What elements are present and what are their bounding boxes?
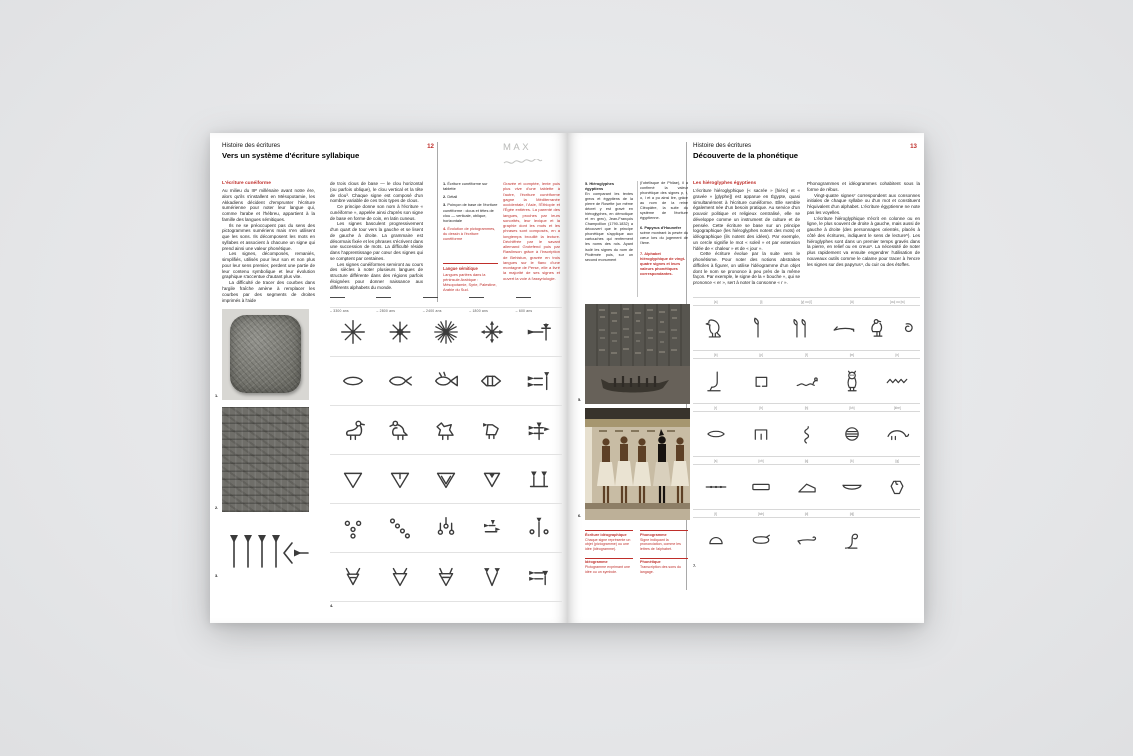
photo-cuneiform-detail (222, 407, 309, 512)
cuneiform-row-orge (330, 503, 562, 552)
phonetic-label: [h] (759, 405, 763, 410)
h-bolt-glyph (703, 474, 729, 500)
c-bird-e-glyph (524, 415, 554, 445)
margin-commentary: Gravée et comptée, lente puis plus vive d'une tablette à l'autre, l'écriture cunéiforme gagne la Méditerranée occidentale, l'Asie, l'Éthiopie et l'Égée entières. La parenté des langues, proches par leurs sonorités, leur lexique et la graphie dont les mots et les phrases sont composés, en a longtemps brouillé la lecture. Déchiffrée par le savant allemand Grotefend puis par Rawlinson grâce à l'inscription de Behistun, gravée en trois langues sur le flanc d'une montagne de Perse, elle a livré la majorité de ses signes et ouvert la voie à l'assyriologie. (503, 181, 560, 281)
section-heading-cuneiforme: L'écriture cunéiforme (222, 181, 271, 186)
definition-item (585, 558, 633, 575)
phonetic-label: [i] (759, 299, 763, 304)
definition-term: Phonogramme (640, 532, 667, 537)
glyph-cell (376, 415, 422, 445)
h-loaf-glyph (703, 527, 729, 553)
definition-term: Phonétique (640, 560, 661, 565)
h-belly-glyph (884, 421, 910, 447)
c-dot-e-glyph (524, 513, 554, 543)
note-5-text: En comparant les textes grecs et égyptiens de la pierre de Rosette (un même décret y est gravé en hiéroglyphes, en démotique et en grec), Jean-François Champollion (1790-1832) a découvert que le principe phonétique s'applique aux cartouches qui renferment les noms des rois. Ayant isolé les signes du nom de Ptolémée puis, sur un second monument (585, 192, 633, 262)
date-label: – 3300 ans (330, 309, 349, 313)
right-folio: 13 (910, 143, 917, 150)
paragraph: Cette écriture évolue par la suite vers le phonétisme. Pour noter des notions abstraites difficiles à figurer, on utilise l'idéogramme d'un objet dont le nom se prononce à peu près de la même façon. Par exemple, le signe de la « bouche », qui se prononce « er », sert à noter la consonne « r ». (693, 251, 800, 286)
body-column-2 (330, 181, 423, 291)
note-6-heading: Papyrus d'Hounefer (644, 225, 682, 231)
glyph-cell (738, 368, 783, 394)
phonetic-label: [ch] (758, 458, 764, 463)
right-page-title: Découverte de la phonétique (693, 150, 799, 160)
h-water-glyph (884, 368, 910, 394)
hieroglyph-row-rangee-a (693, 306, 920, 350)
definition-text: Transcription des sons du langage. (640, 565, 682, 574)
glyph-cell (423, 562, 469, 592)
phonetic-label: [r] (714, 405, 718, 410)
note-5-heading: Hiéroglyphes égyptiens (585, 181, 614, 191)
phonetic-label: [f] (805, 352, 808, 357)
glyph-cell (330, 317, 376, 347)
date-label: – 2400 ans (422, 309, 442, 313)
glyph-cell (376, 366, 422, 396)
caption-item (443, 194, 498, 199)
h-slope-glyph (794, 474, 820, 500)
phonetic-label: [n] (895, 352, 900, 357)
c-bird-c-glyph (431, 415, 461, 445)
left-page-title: Vers un système d'écriture syllabique (222, 150, 360, 160)
c-star-e-glyph (524, 317, 554, 347)
cuneiform-row-poisson (330, 356, 562, 405)
definition-term: Idéogramme (585, 560, 608, 565)
date-column-header (330, 297, 376, 313)
phonetic-label: [dj] (849, 511, 855, 516)
cuneiform-row-oiseau (330, 405, 562, 454)
glyph-cell (423, 415, 469, 445)
logo-wave-icon (503, 159, 543, 166)
glyph-cell (376, 464, 422, 494)
glyph-cell (516, 317, 562, 347)
glossary-block (443, 263, 498, 293)
note-block-7 (640, 251, 688, 276)
glyph-cell (693, 527, 738, 553)
phonetic-label: [d] (804, 511, 809, 516)
caption-text: Évolution de pictogrammes, du dessin à l'écriture cunéiforme (443, 226, 496, 242)
glyph-cell (469, 415, 515, 445)
paragraph: Ils ne se préoccupent pas du sens des pictogrammes sumériens mais n'en utilisent que les sons. Ils décomposent les mots en syllabes et associent à chacune un signe qui prend ainsi une valeur phonétique. (222, 222, 315, 251)
right-page-header (693, 142, 893, 160)
date-label: – 2800 ans (376, 309, 396, 313)
glyph-cell (469, 464, 515, 494)
relief-image (585, 304, 690, 404)
definition-item (640, 558, 688, 575)
left-kicker: Histoire des écritures (222, 142, 281, 149)
caption-item (443, 202, 498, 223)
glyph-cell (875, 474, 920, 500)
note-7-number: 7. (640, 250, 644, 256)
body-column-2 (807, 181, 920, 267)
definition-text: Pictogramme exprimant une idée ou un symbole. (585, 565, 630, 574)
c-dot-b-glyph (385, 513, 415, 543)
glyph-cell (516, 366, 562, 396)
book-spread (210, 133, 924, 623)
definition-item (640, 530, 688, 552)
note-champollion (585, 181, 633, 267)
paragraph: L'écriture hiéroglyphique s'écrit en colonne ou en ligne, le plus souvent de droite à gauche, mais aussi de gauche à droite (des personnages orientés, placés à côté des écritures, indiquent le sens de lecture⁵). Les hiéroglyphes sont dans un premier temps gravés dans la pierre, en relief ou en creux⁶. La nécessité de noter plus rapidement va ensuite engendrer l'utilisation de nouveaux outils comme le calame pour tracer à l'encre les signes sur des papyrus⁴, du cuir ou des étoffes. (807, 215, 920, 267)
date-overline (469, 297, 484, 298)
glyph-cell (516, 562, 562, 592)
phonetic-label: [m] (849, 352, 855, 357)
date-label: – 600 ans (515, 309, 533, 313)
h-spiral-glyph (894, 315, 920, 341)
phonetic-label: [ou] ou [w] (889, 299, 905, 304)
left-page (210, 133, 567, 623)
cuneiform-row-boeuf (330, 552, 562, 601)
captions-list (443, 181, 498, 245)
paragraph: Ce principe donne son nom à l'écriture « cunéiforme », appelée ainsi d'après son signe de base en forme de coin, en latin cuneus. (330, 204, 423, 221)
note-6-title (640, 225, 688, 230)
cuneiform-row-ration (330, 454, 562, 503)
body-column-1 (693, 188, 800, 286)
h-owl-glyph (839, 368, 865, 394)
c-dot-d-glyph (477, 513, 507, 543)
h-shelter-glyph (748, 421, 774, 447)
c-star-d-glyph (477, 317, 507, 347)
c-bird-d-glyph (477, 415, 507, 445)
glyph-cell (693, 368, 738, 394)
c-ox-a-glyph (338, 562, 368, 592)
c-tri-a-glyph (338, 464, 368, 494)
c-fish-d-glyph (477, 366, 507, 396)
glyph-cell (330, 513, 376, 543)
glyph-cell (330, 415, 376, 445)
wedge-strokes-diagram (222, 527, 309, 579)
date-column-header (515, 297, 562, 313)
h-arm-glyph (831, 315, 857, 341)
glyph-cell (516, 464, 562, 494)
glyph-cell (423, 366, 469, 396)
hieroglyph-row-rangee-b (693, 359, 920, 403)
hieroglyph-row-rangee-s (693, 465, 920, 509)
h-reeds-glyph (788, 315, 814, 341)
glyph-cell (469, 366, 515, 396)
glyph-cell (376, 513, 422, 543)
max-logo (503, 142, 560, 171)
h-vulture-glyph (702, 315, 728, 341)
c-dot-a-glyph (338, 513, 368, 543)
glyph-cell (738, 474, 783, 500)
paragraph: La difficulté de tracer des courbes dans l'argile fraîche amène à remplacer les courbes par des segments de droites imprimés à l'aide (222, 280, 315, 303)
glyph-cell (738, 527, 783, 553)
glyph-cell (469, 562, 515, 592)
caption-text: Détail (447, 194, 458, 200)
note-block-6 (640, 225, 688, 246)
cuneiform-table-header (330, 297, 562, 313)
glyph-cell (866, 315, 920, 341)
c-ox-c-glyph (431, 562, 461, 592)
phonetic-label-strip (693, 509, 920, 518)
glyph-cell (330, 366, 376, 396)
hieroglyph-row-rangee-r (693, 412, 920, 456)
h-wick-glyph (794, 421, 820, 447)
drawing-cuneiform-strokes (222, 527, 309, 579)
h-cobra-glyph (839, 527, 865, 553)
h-sieve-glyph (839, 421, 865, 447)
glyph-cell (784, 474, 829, 500)
c-star-a-glyph (338, 317, 368, 347)
definition-text: Signe indiquant la prononciation, comme les lettres de l'alphabet. (640, 537, 681, 551)
phonetic-label: [t] (714, 511, 718, 516)
paragraph: Phonogrammes et idéogrammes cohabitent sous la forme de rébus. (807, 181, 920, 192)
phonetic-label: [kh] (849, 405, 855, 410)
h-hand-glyph (794, 527, 820, 553)
phonetic-label: [b] (713, 352, 718, 357)
phonetic-label: [s] (714, 458, 718, 463)
glyph-cell (423, 513, 469, 543)
date-column-header (469, 297, 515, 313)
paragraph: L'écriture hiéroglyphique (« sacrée » [hiéro] et « gravée » [glyphe]) est apparue en Égypte, quasi simultanément à l'écriture cunéiforme. Elle semble également née d'un besoin pratique. Au service d'un pouvoir politique et religieux centralisé, elle se développe comme un instrument de culture et de pensée. Cette écriture se base sur un principe logographique (les hiéroglyphes notent des mots) et idéographique (ils notent des idées). Par exemple, un cercle signifie le mot « soleil » et par extension l'idée de « chaleur » et de « jour ». (693, 188, 800, 251)
paragraph: Les signes, décomposés, remaniés, simplifiés, utilisés pour leur son et non plus pour leur sens premier, perdent une partie de leur contenu symbolique et leur évolution graphique s'accentue d'autant plus vite. (222, 251, 315, 280)
glyph-cell (784, 421, 829, 447)
h-stand-glyph (884, 474, 910, 500)
paragraph: Au milieu du IIIᵉ millénaire avant notre ère, alors qu'ils s'installent en Mésopotamie, les Akkadiens décident d'emprunter l'écriture sumérienne pour noter leur langue qui, comme l'arabe et l'hébreu, appartient à la famille des langues sémitiques. (222, 188, 315, 222)
glyph-cell (693, 421, 738, 447)
glyph-cell (516, 513, 562, 543)
definition-item (585, 530, 633, 552)
date-overline (423, 297, 438, 298)
figure-number-2: 2. (215, 505, 219, 510)
left-folio: 12 (427, 143, 434, 150)
paragraph: de trois clous de base — le clou horizontal (ou parfois oblique), le clou vertical et la tête de clou³. Chaque signe est composé d'un nombre variable de ces trois types de clous. (330, 181, 423, 204)
c-fish-c-glyph (431, 366, 461, 396)
paragraph: Les signes basculent progressivement d'un quart de tour vers la gauche et se lisent de gauche à droite. La grammaire est désormais fixée et les phrases s'écrivent dans une succession de mots. La difficulté réside dans l'apprentissage par cœur des signes qui se comptent par centaines. (330, 221, 423, 261)
caption-text: Poinçon de base de l'écriture cunéiforme : clous et têtes de clou — verticale, oblique, horizontale (443, 202, 498, 223)
right-page (567, 133, 924, 623)
glyph-cell (330, 562, 376, 592)
column-rule (437, 142, 438, 302)
c-tri-c-glyph (431, 464, 461, 494)
photo-relief-hieroglyphes (585, 304, 690, 404)
glyph-cell (693, 315, 736, 341)
caption-number: 3. (443, 202, 448, 208)
glyph-cell (784, 368, 829, 394)
papyrus-painting-image (585, 408, 690, 520)
phonetic-label: [khe] (893, 405, 901, 410)
hieroglyph-row-rangee-t (693, 518, 920, 562)
cuneiform-evolution-table (330, 297, 562, 602)
caption-number: 1. (443, 181, 448, 186)
glossary-term: Langue sémitique (443, 266, 478, 271)
c-fish-e-glyph (524, 366, 554, 396)
glyph-cell (516, 415, 562, 445)
date-label: – 1800 ans (469, 309, 488, 313)
phonetic-label-strip (693, 403, 920, 412)
photo-papyrus-hounefer (585, 408, 690, 520)
max-logo-text: MAX (503, 142, 532, 153)
note-column-b (640, 181, 688, 280)
c-ox-b-glyph (385, 562, 415, 592)
glyph-cell (780, 315, 823, 341)
glossary-definition: Langues parlées dans la péninsule Arabique : Mésopotamie, Syrie, Palestine, Arabie du Sud. (443, 272, 497, 293)
h-foot-glyph (703, 368, 729, 394)
h-quail-glyph (866, 315, 892, 341)
phonetic-label-strip (693, 350, 920, 359)
definitions-grid (585, 530, 688, 574)
phonetic-label: [ḥ] (804, 405, 809, 410)
date-overline (516, 297, 531, 298)
glyph-cell (693, 474, 738, 500)
h-basket-glyph (839, 474, 865, 500)
h-stool-glyph (748, 368, 774, 394)
glyph-cell (829, 421, 874, 447)
figure-number-1: 1. (215, 393, 219, 398)
note-6-number: 6. (640, 225, 644, 231)
date-overline (376, 297, 391, 298)
table-figure-number: 4. (330, 603, 334, 608)
c-tri-b-glyph (385, 464, 415, 494)
note-obelisque (640, 181, 688, 221)
right-kicker: Histoire des écritures (693, 142, 752, 149)
glyph-cell (376, 317, 422, 347)
date-overline (330, 297, 345, 298)
phonetic-label: [â] (850, 299, 854, 304)
glyph-cell (829, 527, 874, 553)
caption-item (443, 181, 498, 191)
paragraph: Vingt-quatre signes⁷ correspondent aux consonnes initiales de chaque syllabe ou d'un mot et constituent l'équivalent d'un alphabet. L'écriture égyptienne ne note pas les voyelles. (807, 192, 920, 215)
c-tri-d-glyph (477, 464, 507, 494)
phonetic-label: [y] ou [ï] (800, 299, 813, 304)
glyph-cell (875, 421, 920, 447)
c-star-c-glyph (431, 317, 461, 347)
caption-text: Écriture cunéiforme sur tablette (443, 181, 488, 192)
figure-number-5: 5. (578, 397, 582, 402)
phonetic-label: [tch] (758, 511, 765, 516)
definition-text: Chaque signe représente un objet (pictogramme) ou une idée (idéogramme). (585, 537, 631, 551)
caption-number: 2. (443, 194, 448, 200)
phonetic-label: [g] (895, 458, 900, 463)
h-tether-glyph (748, 527, 774, 553)
glyph-cell (875, 368, 920, 394)
note-block-5 (585, 181, 633, 263)
photo-cuneiform-tablet (222, 309, 309, 400)
glyph-cell (829, 474, 874, 500)
clay-tablet-image (230, 315, 301, 393)
phonetic-label: [k] (850, 458, 854, 463)
c-dot-c-glyph (431, 513, 461, 543)
glyph-cell (469, 317, 515, 347)
note-6-text: scène montrant la pesée du cœur lors du jugement de l'âme. (640, 231, 688, 246)
h-pool-glyph (748, 474, 774, 500)
section-heading-hieroglyphes: Les hiéroglyphes égyptiens (693, 181, 757, 186)
h-reed-glyph (745, 315, 771, 341)
c-bird-b-glyph (385, 415, 415, 445)
glyph-cell (469, 513, 515, 543)
note-7-text: Alphabet hiéroglyphique de vingt-quatre signes et leurs valeurs phonétiques correspondantes. (640, 250, 686, 276)
hieroglyph-alphabet-table (693, 297, 920, 562)
glyph-cell (376, 562, 422, 592)
body-column-1 (222, 188, 315, 303)
left-page-header (222, 142, 422, 160)
h-mouth-glyph (703, 421, 729, 447)
glyph-cell (738, 421, 783, 447)
c-bird-a-glyph (338, 415, 368, 445)
glyph-cell (784, 527, 829, 553)
note-5-title (585, 181, 633, 191)
date-column-header (376, 297, 422, 313)
glyph-cell (823, 315, 866, 341)
glyph-cell (829, 368, 874, 394)
phonetic-label: [p] (759, 352, 763, 357)
phonetic-label: [a] (713, 299, 718, 304)
c-star-b-glyph (385, 317, 415, 347)
caption-number: 4. (443, 226, 448, 232)
glyph-cell (423, 464, 469, 494)
c-fish-b-glyph (385, 366, 415, 396)
phonetic-label-strip (693, 297, 920, 306)
glyph-cell (330, 464, 376, 494)
note-7-title (640, 251, 688, 276)
caption-item (443, 226, 498, 241)
figure-number-6: 6. (578, 513, 582, 518)
c-tri-e-glyph (524, 464, 554, 494)
phonetic-label: [q] (804, 458, 809, 463)
figure-number-3: 3. (215, 573, 219, 578)
phonetic-label-strip (693, 456, 920, 465)
c-fish-a-glyph (338, 366, 368, 396)
note-obelisque-text: (l'obélisque de Philae), il a confirmé la valeur phonétique des signes p, t, o, l et a pu ainsi lire, grâce au nom de la reine Cléopâtre, la suite du système de l'écriture égyptienne. (640, 181, 688, 221)
notes-rule (637, 181, 638, 297)
paragraph: Les signes cunéiformes serviront au cours des siècles à noter plusieurs langues de structure différente dans des régions parfois éloignées pour donner naissance aux différents alphabets du monde. (330, 261, 423, 290)
note-5-number: 5. (585, 181, 589, 186)
date-column-header (422, 297, 469, 313)
table-figure-number: 7. (693, 563, 697, 568)
definition-term: Écriture idéographique (585, 532, 627, 537)
glyph-cell (423, 317, 469, 347)
glyph-cell (736, 315, 779, 341)
c-ox-e-glyph (524, 562, 554, 592)
c-ox-d-glyph (477, 562, 507, 592)
h-viper-glyph (794, 368, 820, 394)
